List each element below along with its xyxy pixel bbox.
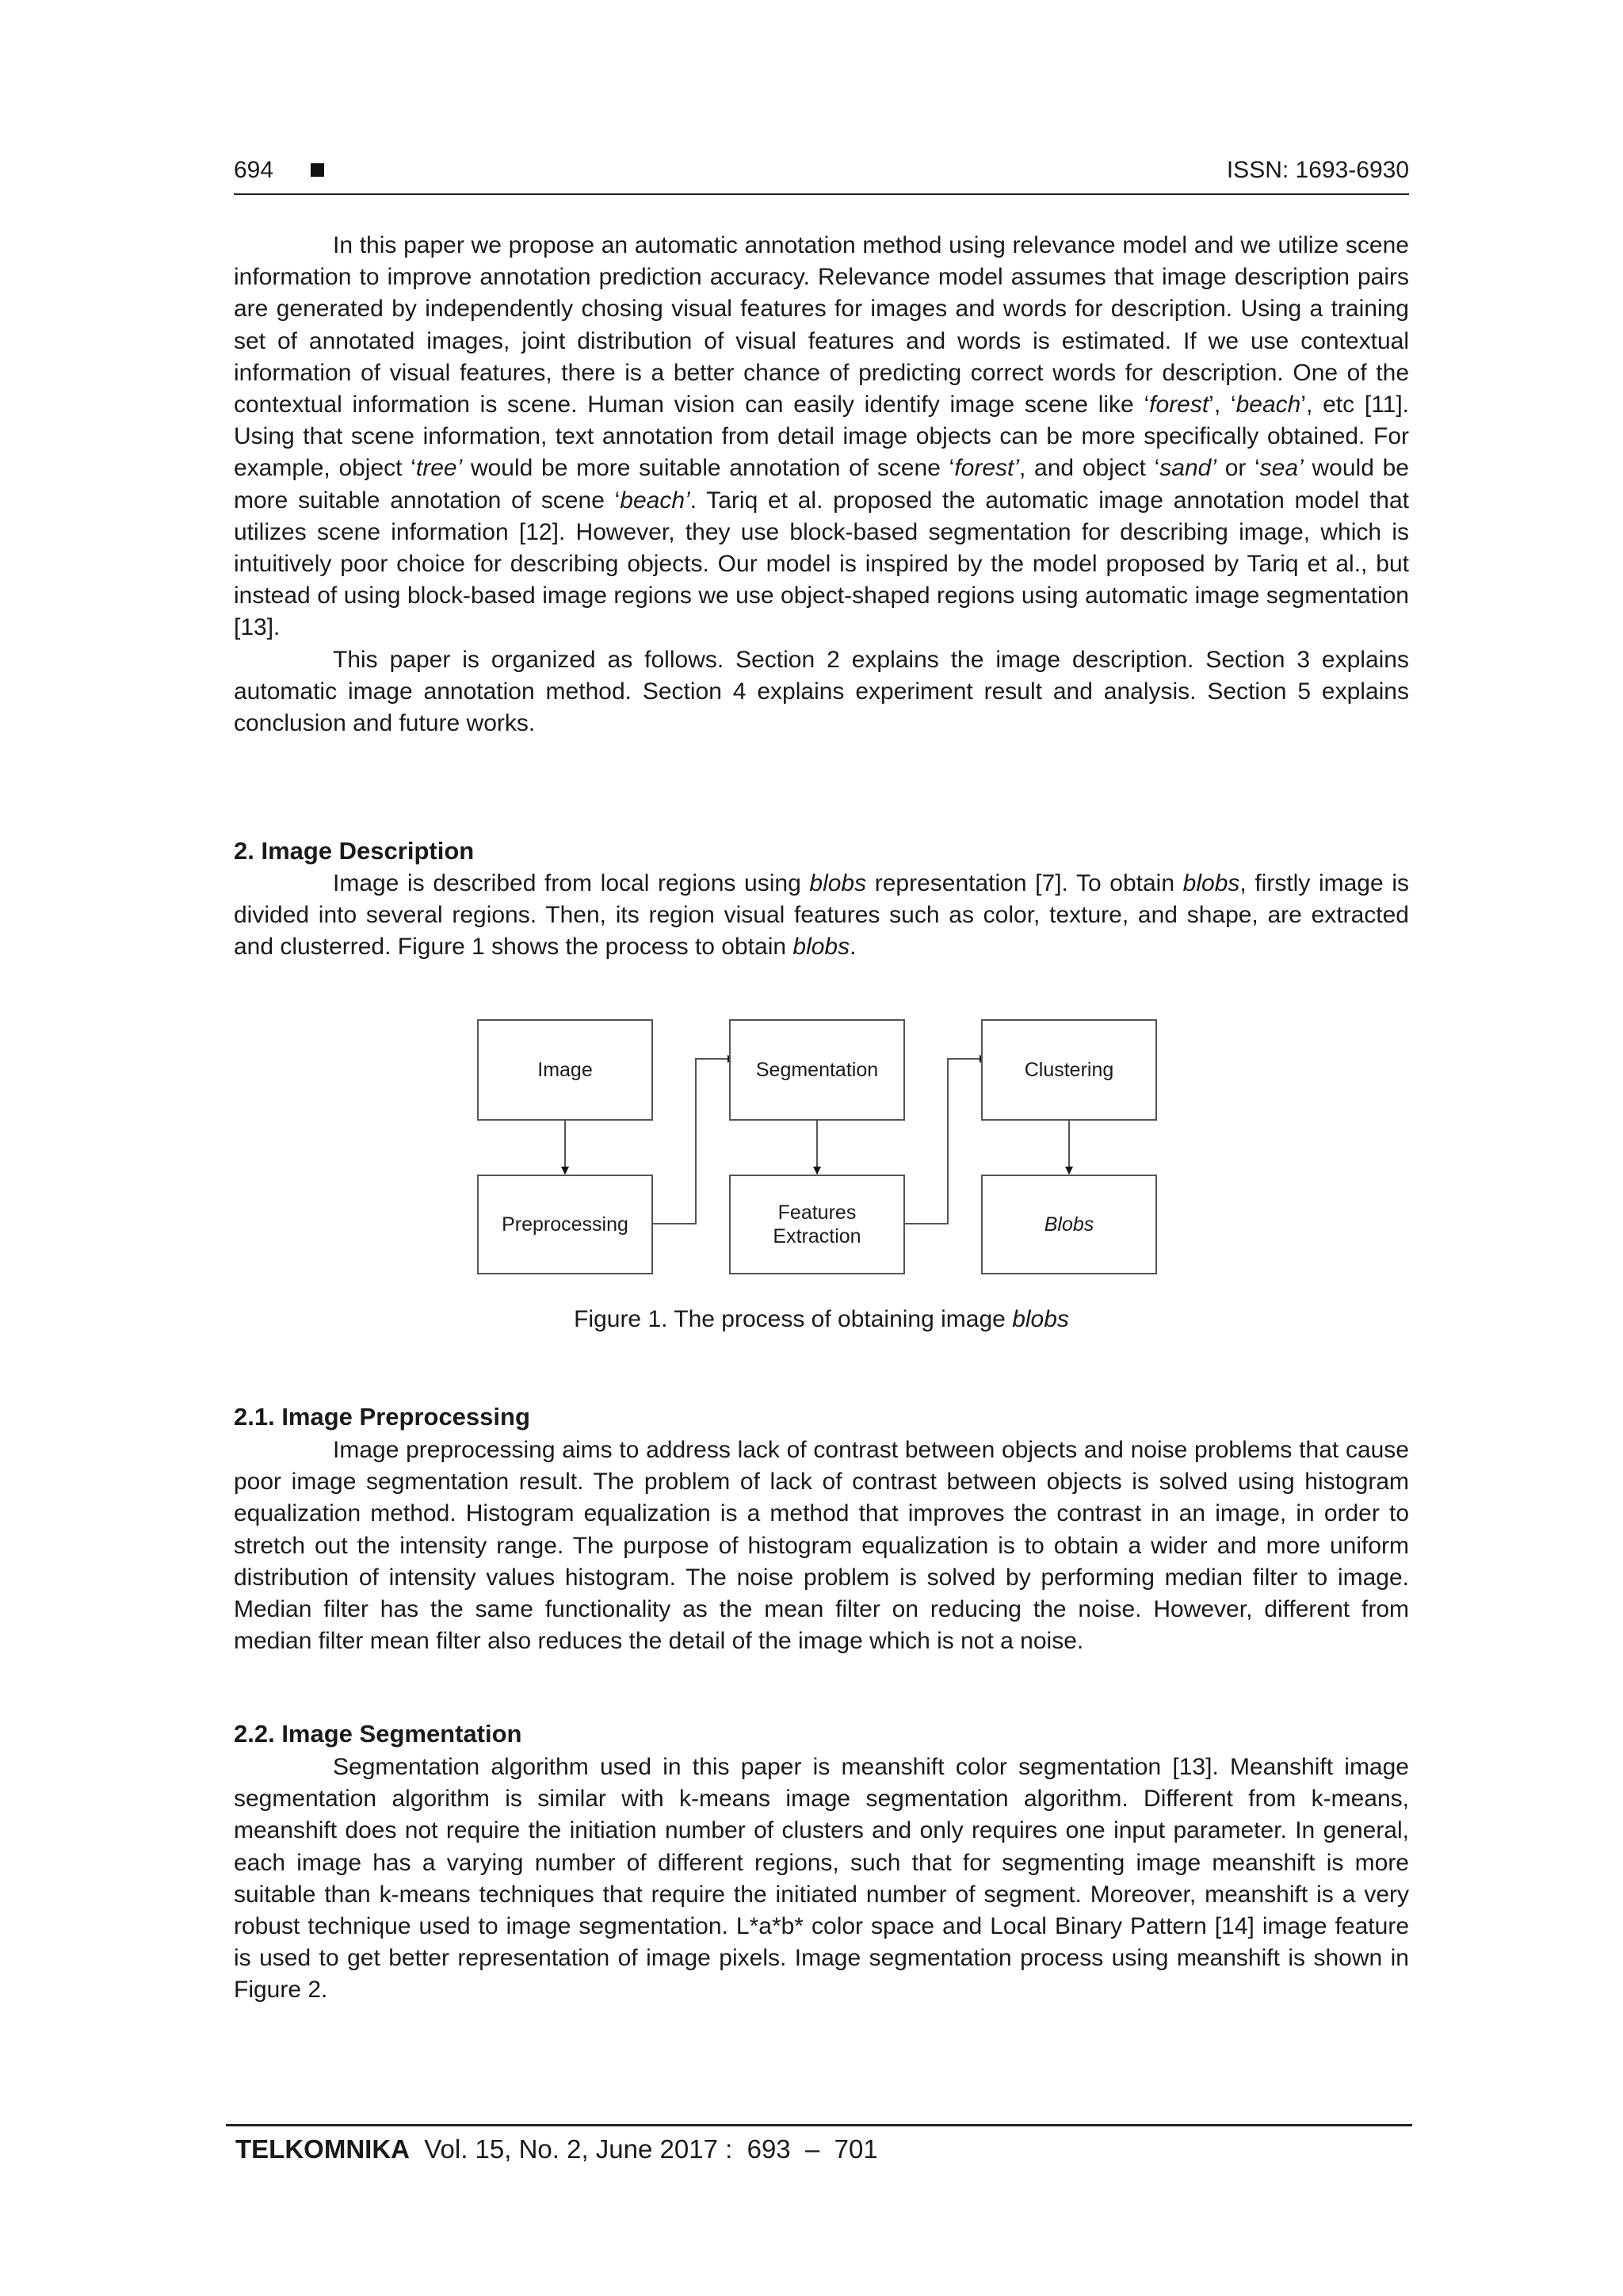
box-image: Image — [477, 1019, 653, 1121]
journal-name: TELKOMNIKA — [235, 2134, 410, 2164]
arrow-preprocessing-to-segmentation — [652, 1059, 735, 1224]
section-2-text — [234, 868, 1409, 964]
figure-1-diagram — [477, 1019, 1167, 1281]
intro-paragraph-1: In this paper we propose an automatic annotation method using relevance model and we utilize scene information to improve annotation prediction accuracy. Relevance model assumes that image description pairs are generated by independently chosing visual features for images and words for description. Using a training set of annotated images, joint distribution of visual features and words is estimated. If we use contextual information of visual features, there is a better chance of predicting correct words for description. One of the contextual information is scene. Human vision can easily identify image scene like ‘forest’, ‘beach’, etc [11]. Using that scene information, text annotation from detail image objects can be more specifically obtained. For example, object ‘tree’ would be more suitable annotation of scene ‘forest’, and object ‘sand’ or ‘sea’ would be more suitable annotation of scene ‘beach’. Tariq et al. proposed the automatic image annotation model that utilizes scene information [12]. However, they use block-based segmentation for describing image, which is intuitively poor choice for describing objects. Our model is inspired by the model proposed by Tariq et al., but instead of using block-based image regions we use object-shaped regions using automatic image segmentation [13]. — [234, 232, 1410, 641]
box-features-extraction: Features Extraction — [729, 1175, 905, 1274]
section-2-1-text — [234, 1435, 1409, 1657]
section-2-1-paragraph: Image preprocessing aims to address lack of contrast between objects and noise problems that cause poor image segmentation result. The problem of lack of contrast between objects is solved using histogram equalization method. Histogram equalization is a method that improves the contrast in an image, in order to stretch out the intensity range. The purpose of histogram equalization is to obtain a wider and more uniform distribution of intensity values histogram. The noise problem is solved by performing median filter to image. Median filter has the same functionality as the mean filter on reducing the noise. However, different from median filter mean filter also reduces the detail of the image which is not a noise. — [234, 1437, 1409, 1655]
intro-paragraph-2: This paper is organized as follows. Section 2 explains the image description. Section 3 explains automatic image annotation method. Section 4 explains experiment result and analysis. Section 5 explains conclusion and future works. — [234, 646, 1409, 737]
bullet-square-icon — [311, 163, 324, 177]
figure-1-caption: Figure 1. The process of obtaining image blobs — [574, 1306, 1069, 1332]
section-2-2-text — [234, 1752, 1409, 2007]
intro-text — [234, 230, 1409, 739]
section-2-2-paragraph: Segmentation algorithm used in this paper is meanshift color segmentation [13]. Meanshift image segmentation algorithm is similar with k-means image segmentation algorithm. Different from k-means, meanshift does not require the initiation number of clusters and only requires one input parameter. In general, each image has a varying number of different regions, such that for segmenting image meanshift is more suitable than k-means techniques that require the initiated number of segment. Moreover, meanshift is a very robust technique used to image segmentation. L*a*b* color space and Local Binary Pattern [14] image feature is used to get better representation of image pixels. Image segmentation process using meanshift is shown in Figure 2. — [234, 1754, 1409, 2004]
running-header — [234, 157, 1409, 195]
box-segmentation: Segmentation — [729, 1019, 905, 1121]
issn: ISSN: 1693-6930 — [1226, 157, 1409, 183]
section-2-heading: 2. Image Description — [234, 837, 475, 865]
page-number: 694 — [234, 157, 274, 183]
box-clustering: Clustering — [981, 1019, 1157, 1121]
footer-citation — [235, 2134, 878, 2164]
box-preprocessing: Preprocessing — [477, 1175, 653, 1274]
section-2-1-heading: 2.1. Image Preprocessing — [234, 1403, 530, 1431]
arrow-features-to-clustering — [904, 1059, 987, 1224]
volume-info: Vol. 15, No. 2, June 2017 : 693 – 701 — [409, 2134, 878, 2164]
running-footer — [226, 2124, 1412, 2164]
section-2-paragraph: Image is described from local regions using blobs representation [7]. To obtain blobs, firstly image is divided into several regions. Then, its region visual features such as color, texture, and shape, are extracted and clusterred. Figure 1 shows the process to obtain blobs. — [234, 870, 1409, 961]
section-2-2-heading: 2.2. Image Segmentation — [234, 1720, 522, 1748]
box-blobs: Blobs — [981, 1175, 1157, 1274]
